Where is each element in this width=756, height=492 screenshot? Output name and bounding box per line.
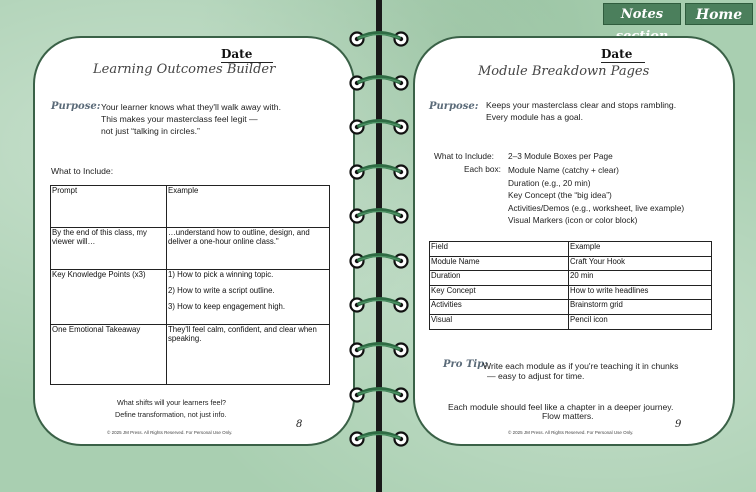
- example-cell[interactable]: They'll feel calm, confident, and clear when speaking.: [167, 325, 330, 385]
- each-box-label: Each box:: [464, 164, 501, 174]
- table-row: [430, 286, 712, 300]
- binder-ring-icon: [348, 252, 410, 270]
- date-line: [601, 62, 645, 63]
- each-box-list: [508, 164, 684, 227]
- binder-ring-icon: [348, 430, 410, 448]
- example-cell[interactable]: 20 min: [569, 271, 712, 286]
- list-item: Visual Markers (icon or color block): [508, 215, 638, 226]
- footer-line: Flow matters.: [542, 411, 594, 421]
- pro-tip-text: Write each module as if you're teaching it in chunks — easy to adjust for time.: [483, 361, 679, 381]
- prompt-cell[interactable]: Key Knowledge Points (x3): [51, 270, 167, 325]
- copyright: © 2025 JM Press. All Rights Reserved. For Personal Use Only.: [508, 430, 634, 435]
- binder-ring-icon: [348, 207, 410, 225]
- table-header: Example: [167, 186, 330, 228]
- field-cell[interactable]: Module Name: [430, 257, 569, 271]
- left-page: [33, 36, 355, 446]
- field-cell[interactable]: Key Concept: [430, 286, 569, 300]
- table-header-row: [430, 242, 712, 257]
- prompt-cell[interactable]: One Emotional Takeaway: [51, 325, 167, 385]
- binder-ring-icon: [348, 163, 410, 181]
- table-row: [51, 325, 330, 385]
- list-item: Module Name (catchy + clear): [508, 165, 619, 175]
- purpose-label: Purpose:: [429, 101, 479, 112]
- table-row: [51, 228, 330, 270]
- outcomes-table: [50, 185, 330, 385]
- copyright: © 2025 JM Press. All Rights Reserved. For Personal Use Only.: [107, 430, 233, 435]
- page-number: 9: [675, 419, 682, 430]
- date-label: Date: [221, 47, 253, 61]
- example-cell[interactable]: Pencil icon: [569, 315, 712, 330]
- binder-ring-icon: [348, 296, 410, 314]
- purpose-text: Keeps your masterclass clear and stops rambling. Every module has a goal.: [486, 100, 677, 122]
- field-cell[interactable]: Duration: [430, 271, 569, 286]
- example-cell[interactable]: 1) How to pick a winning topic. 2) How to write a script outline. 3) How to keep engagement high.: [167, 270, 330, 325]
- footer-line: Each module should feel like a chapter in a deeper journey.: [448, 402, 674, 412]
- what-to-include-value: 2–3 Module Boxes per Page: [508, 151, 613, 161]
- page-number: 8: [296, 419, 303, 430]
- list-item: Key Concept (the “big idea”): [508, 190, 612, 201]
- page-title: Module Breakdown Pages: [478, 64, 650, 79]
- example-cell[interactable]: Craft Your Hook: [569, 257, 712, 271]
- what-to-include-label: What to Include:: [434, 151, 494, 161]
- binder-ring-icon: [348, 341, 410, 359]
- date-label: Date: [601, 47, 633, 61]
- purpose-label: Purpose:: [51, 101, 101, 112]
- list-item: Activities/Demos (e.g., worksheet, live example): [508, 202, 685, 213]
- notes-section-button[interactable]: Notes: [603, 3, 681, 25]
- table-header-row: [51, 186, 330, 228]
- binder-ring-icon: [348, 30, 410, 48]
- binder-ring-icon: [348, 118, 410, 136]
- table-row: [430, 300, 712, 315]
- example-cell[interactable]: …understand how to outline, design, and deliver a one-hour online class.": [167, 228, 330, 270]
- pro-tip-label: Pro Tip:: [443, 359, 488, 370]
- module-table: [429, 241, 712, 330]
- table-header: Example: [569, 242, 712, 257]
- table-row: [430, 257, 712, 271]
- example-cell[interactable]: How to write headlines: [569, 286, 712, 300]
- table-header: Field: [430, 242, 569, 257]
- home-button[interactable]: Home: [685, 3, 753, 25]
- page-title: Learning Outcomes Builder: [93, 62, 276, 77]
- table-row: [430, 271, 712, 286]
- prompt-cell[interactable]: By the end of this class, my viewer will…: [51, 228, 167, 270]
- table-row: [430, 315, 712, 330]
- field-cell[interactable]: Visual: [430, 315, 569, 330]
- binder-ring-icon: [348, 386, 410, 404]
- table-header: Prompt: [51, 186, 167, 228]
- table-row: [51, 270, 330, 325]
- right-page: [413, 36, 735, 446]
- purpose-text: Your learner knows what they'll walk away with. This makes your masterclass feel legit — not just “talking in circles.”: [101, 102, 281, 136]
- what-to-include-label: What to Include:: [51, 166, 114, 176]
- footer-line: Define transformation, not just info.: [115, 410, 227, 419]
- field-cell[interactable]: Activities: [430, 300, 569, 315]
- example-cell[interactable]: Brainstorm grid: [569, 300, 712, 315]
- binder-ring-icon: [348, 74, 410, 92]
- footer-line: What shifts will your learners feel?: [117, 398, 227, 407]
- list-item: Duration (e.g., 20 min): [508, 177, 591, 188]
